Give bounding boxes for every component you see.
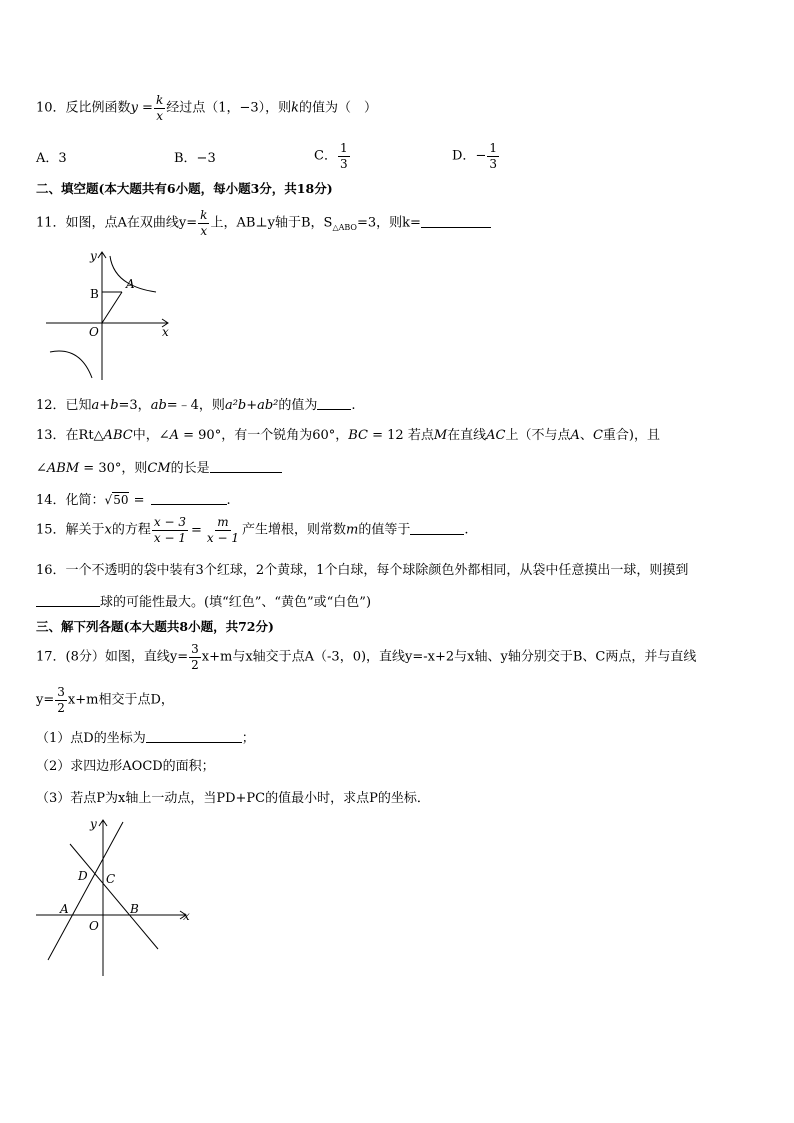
q11-answer-blank[interactable] — [421, 215, 491, 228]
q17-part-1 — [36, 730, 255, 745]
q17-line2-pre: y= — [36, 692, 55, 708]
q13-point-c: C — [592, 428, 603, 443]
q13-mid-3: = 12 若点 — [368, 428, 434, 443]
q10-option-d-den: 3 — [489, 156, 497, 171]
q14-sqrt: √50 — [104, 493, 129, 507]
q10-y-eq: y = — [130, 100, 153, 116]
q17-line-bc — [70, 844, 158, 949]
question-17-line-2 — [36, 686, 174, 714]
q15-frac2-num: m — [217, 515, 229, 529]
q13-mid: 中，∠ — [132, 428, 170, 443]
q17-line2-post: x+m相交于点D， — [67, 692, 174, 708]
q10-frac-den: x — [156, 108, 163, 123]
q15-x: x — [104, 522, 112, 538]
q14-text: 14．化简： — [36, 493, 105, 508]
q17-frac2-num: 3 — [57, 685, 65, 699]
q15-tail: 的值等于 — [358, 522, 411, 538]
q11-text: 11．如图，点A在双曲线y= — [36, 215, 198, 231]
q11-tail: =3，则k= — [356, 215, 421, 231]
section-2-heading: 二、填空题(本大题共有6小题，每小题3分，共18分) — [36, 181, 333, 196]
q14-end: . — [226, 493, 231, 508]
q15-m: m — [346, 522, 359, 538]
q15-fraction-2 — [205, 516, 241, 544]
q10-number: 10． — [36, 100, 66, 116]
q13-answer-blank[interactable] — [210, 460, 282, 473]
q15-mid: 的方程 — [111, 522, 151, 538]
q13-angle-a: A — [169, 428, 179, 443]
q10-option-c-frac — [338, 142, 350, 170]
q10-option-c-den: 3 — [339, 156, 348, 171]
q15-post: 产生增根，则常数 — [242, 522, 347, 538]
q17-label-a: A — [60, 902, 69, 916]
q15-text: 15．解关于 — [36, 522, 105, 538]
q13-m: M — [433, 428, 448, 443]
q17-part-1-blank[interactable] — [146, 730, 242, 743]
q10-option-d-sign: − — [475, 148, 487, 164]
q11-frac-den: x — [200, 223, 208, 238]
q10-option-d-frac — [487, 142, 499, 170]
q17-label-b: B — [130, 902, 139, 916]
question-16-line-1: 16．一个不透明的袋中装有3个红球，2个黄球，1个白球，每个球除颜色外都相同，从袋中任意摸出一球，则摸到 — [36, 563, 689, 578]
q17-figure — [32, 814, 197, 982]
q13-end: 重合)，且 — [602, 428, 660, 443]
question-11 — [36, 209, 491, 237]
q10-fraction — [154, 94, 165, 122]
q12-expr-3: a²b+ab² — [224, 398, 279, 413]
q17-part-1-text: （1）点D的坐标为 — [36, 731, 146, 746]
section-3-heading: 三、解下列各题(本大题共8小题，共72分) — [36, 619, 274, 634]
q13-bc: BC — [348, 428, 368, 443]
q12-end: . — [351, 398, 356, 413]
q14-tail: = — [129, 493, 145, 508]
q17-fraction-1 — [189, 643, 201, 671]
q12-expr-2: ab — [150, 398, 167, 413]
q11-label-o: O — [89, 325, 99, 339]
q11-figure — [40, 248, 180, 388]
q13-text: 13．在Rt — [36, 428, 94, 443]
question-16-line-2 — [36, 594, 371, 609]
q15-frac2-den: x − 1 — [206, 530, 239, 545]
q11-segment-oa — [102, 292, 122, 323]
question-14 — [36, 492, 231, 507]
q11-label-x: x — [162, 325, 169, 339]
q13-point-a: A — [570, 428, 580, 443]
q17-line-ad — [48, 822, 123, 960]
q17-part-2: （2）求四边形AOCD的面积； — [36, 759, 215, 774]
q15-answer-blank[interactable] — [410, 522, 464, 535]
q15-fraction-1 — [152, 516, 188, 544]
q17-fraction-2 — [55, 686, 67, 714]
q10-text: 反比例函数 — [65, 100, 131, 116]
question-17-line-1 — [36, 643, 696, 671]
q11-subscript: △ABO — [332, 223, 357, 233]
q10-option-a: A．3 — [36, 151, 67, 166]
q12-mid-2: =﹣4，则 — [166, 398, 225, 413]
q10-k: k — [291, 100, 300, 116]
q15-frac1-num: x − 3 — [153, 515, 186, 529]
q13-tail-line-2: 的长是 — [170, 461, 210, 476]
q17-part-1-end: ； — [241, 731, 255, 746]
q17-label-x: x — [183, 909, 190, 923]
q17-label-c: C — [106, 872, 116, 886]
q13-mid-2: = 90°，有一个锐角为60°， — [179, 428, 349, 443]
q13-ac: AC — [486, 428, 506, 443]
q17-part-3: （3）若点P为x轴上一动点，当PD+PC的值最小时，求点P的坐标． — [36, 791, 430, 806]
q12-expr-1: a+b — [91, 398, 119, 413]
q10-option-d-num: 1 — [489, 141, 497, 155]
q16-text-line-2: 球的可能性最大。(填“红色”、“黄色”或“白色”) — [100, 595, 372, 610]
q10-option-b: B．−3 — [174, 151, 216, 166]
q17-frac1-num: 3 — [191, 642, 199, 656]
q13-mid-4: 在直线 — [447, 428, 487, 443]
q14-radicand: 50 — [113, 493, 129, 507]
q15-end: . — [464, 522, 469, 538]
q17-label-d: D — [78, 869, 88, 883]
q12-answer-blank[interactable] — [317, 397, 351, 410]
q13-sep: 、 — [579, 428, 593, 443]
q13-triangle: △ABC — [93, 428, 133, 443]
q12-tail: 的值为 — [278, 398, 318, 413]
q13-cm: CM — [147, 461, 171, 476]
q12-text: 12．已知 — [36, 398, 92, 413]
q11-fraction — [198, 209, 209, 237]
question-13-line-2 — [36, 460, 282, 475]
q10-option-d — [452, 142, 500, 170]
question-15 — [36, 516, 469, 544]
q13-mid-line-2: = 30°，则 — [79, 461, 148, 476]
q10-options — [36, 142, 756, 178]
q17-label-o: O — [89, 919, 99, 933]
q10-option-c-num: 1 — [339, 141, 348, 155]
q11-hyperbola-branch-2 — [50, 351, 92, 378]
q11-label-a: A — [126, 277, 135, 291]
q17-frac2-den: 2 — [57, 700, 65, 715]
question-10 — [36, 94, 377, 122]
q10-option-d-label: D． — [452, 148, 476, 164]
q10-frac-num: k — [155, 93, 164, 107]
q10-option-c-label: C． — [314, 148, 337, 164]
q10-text-post: 经过点（1，−3），则 — [166, 100, 292, 116]
q15-equals: = — [191, 522, 202, 538]
question-12 — [36, 397, 356, 412]
q13-abm: ABM — [46, 461, 80, 476]
q17-label-y: y — [90, 817, 97, 831]
q10-option-c — [314, 142, 351, 170]
q17-text-post: x+m与x轴交于点A（-3，0)，直线y=-x+2与x轴、y轴分别交于B、C两点，并与直线 — [201, 649, 697, 665]
q16-answer-blank[interactable] — [36, 594, 100, 607]
q12-mid-1: =3， — [118, 398, 151, 413]
q14-answer-blank[interactable] — [151, 492, 227, 505]
q11-frac-num: k — [200, 208, 208, 222]
q11-label-b: B — [90, 287, 99, 301]
question-13-line-1 — [36, 429, 660, 442]
q17-frac1-den: 2 — [191, 657, 199, 672]
q13-angle-sign: ∠ — [36, 461, 47, 476]
q11-label-y: y — [90, 249, 97, 263]
q10-tail: 的值为（ ） — [299, 100, 378, 116]
q13-tail: 上（不与点 — [505, 428, 571, 443]
q17-text: 17．(8分）如图，直线y= — [36, 649, 189, 665]
q11-text-post: 上，AB⊥y轴于B，S — [210, 215, 333, 231]
q15-frac1-den: x − 1 — [153, 530, 186, 545]
